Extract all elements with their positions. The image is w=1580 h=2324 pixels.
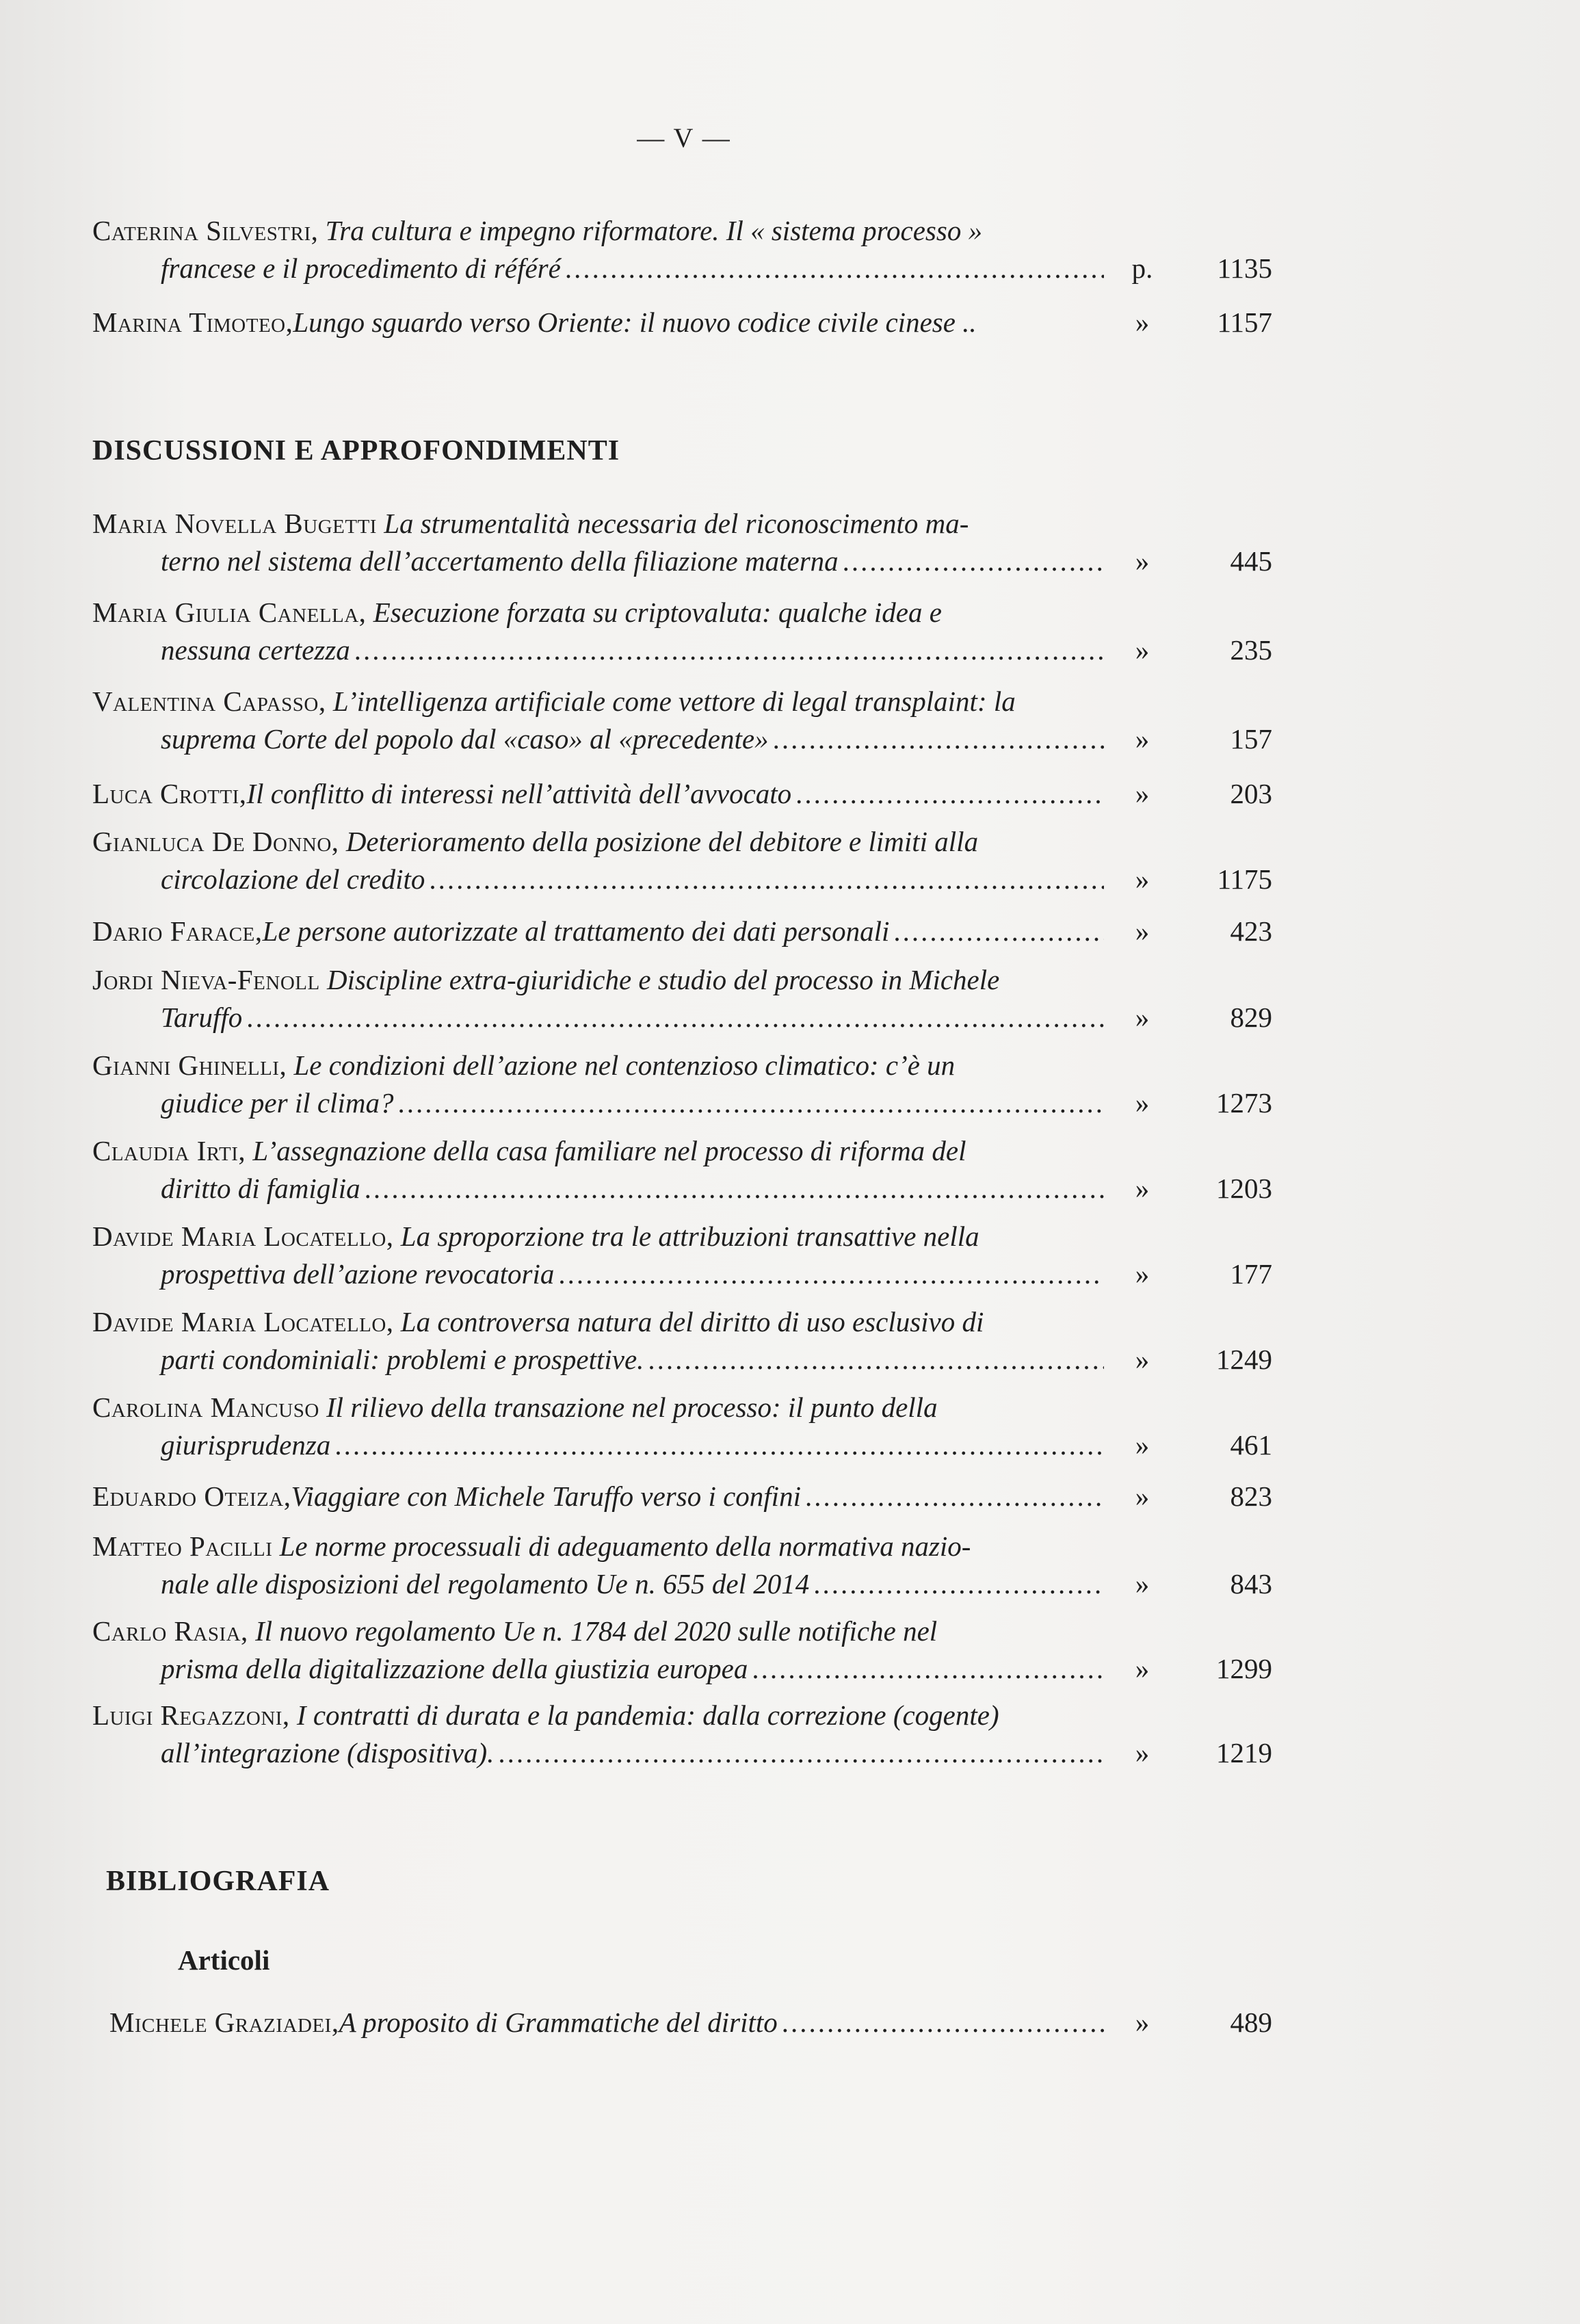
entry-title: Le norme processuali di adeguamento della normativa nazio-	[272, 1530, 971, 1562]
entry-title: Viaggiare con Michele Taruffo verso i confini	[291, 1480, 801, 1512]
toc-entry	[92, 1528, 1272, 1603]
entry-title: L’assegnazione della casa familiare nel processo di riforma del	[246, 1135, 966, 1166]
toc-entry	[92, 775, 1272, 813]
leader-dots	[397, 1084, 1104, 1122]
entry-page: 203	[1230, 778, 1272, 809]
entry-title-continued: suprema Corte del popolo dal «caso» al «precedente»	[161, 723, 769, 755]
toc-entry	[92, 961, 1272, 1036]
entry-title: A proposito di Grammatiche del diritto	[339, 2007, 778, 2038]
entry-author: Maria Giulia Canella,	[92, 597, 367, 628]
entry-title-continued: giudice per il clima?	[161, 1087, 394, 1119]
toc-entry	[92, 1132, 1272, 1207]
entry-title: Il rilievo della transazione nel processo: il punto della	[319, 1392, 938, 1423]
entry-title: L’intelligenza artificiale come vettore di legal transplaint: la	[326, 686, 1016, 717]
entry-page: 1299	[1216, 1653, 1272, 1684]
entry-author: Gianluca De Donno,	[92, 826, 339, 857]
entry-title: Esecuzione forzata su criptovaluta: qualche idea e	[366, 597, 942, 628]
page-marker: »	[1135, 1480, 1150, 1512]
entry-page: 235	[1230, 634, 1272, 666]
page-marker: »	[1135, 1258, 1150, 1290]
leader-dots	[843, 543, 1104, 580]
entry-page: 461	[1230, 1429, 1272, 1461]
entry-title-continued: circolazione del credito	[161, 863, 425, 895]
entry-title-continued: Taruffo	[161, 1002, 243, 1033]
leader-dots	[782, 2004, 1104, 2041]
page-marker: »	[1135, 863, 1150, 895]
entry-author: Eduardo Oteiza,	[92, 1480, 291, 1512]
entry-page: 1203	[1216, 1173, 1272, 1204]
entry-title-continued: terno nel sistema dell’accertamento della filiazione materna	[161, 545, 839, 577]
page-marker: »	[1135, 2007, 1150, 2038]
leader-dots	[893, 913, 1104, 950]
page-marker: »	[1135, 1653, 1150, 1684]
entry-page: 1157	[1217, 306, 1272, 338]
entry-title-continued: prospettiva dell’azione revocatoria	[161, 1258, 555, 1290]
page-marker: »	[1135, 1568, 1150, 1600]
entry-page: 489	[1230, 2007, 1272, 2038]
entry-page: 423	[1230, 915, 1272, 947]
toc-entry	[92, 1218, 1272, 1293]
entry-title-continued: diritto di famiglia	[161, 1173, 360, 1204]
toc-entry	[92, 1047, 1272, 1122]
leader-dots	[805, 1478, 1104, 1515]
entry-page: 1135	[1217, 252, 1272, 284]
toc-entry	[92, 1613, 1272, 1688]
toc-entry	[92, 913, 1272, 950]
page-number: — V —	[637, 122, 731, 153]
section-heading-discussioni: DISCUSSIONI E APPROFONDIMENTI	[92, 435, 620, 467]
entry-title: Le condizioni dell’azione nel contenzioso climatico: c’è un	[287, 1049, 956, 1081]
page-marker: »	[1135, 915, 1150, 947]
entry-page: 445	[1230, 545, 1272, 577]
page-marker: »	[1135, 1087, 1150, 1119]
entry-title-continued: all’integrazione (dispositiva).	[161, 1737, 495, 1768]
entry-author: Jordi Nieva-Fenoll	[92, 964, 320, 995]
leader-dots	[429, 861, 1104, 898]
entry-author: Gianni Ghinelli,	[92, 1049, 287, 1081]
toc-entry	[92, 212, 1272, 287]
entry-author: Luca Crotti,	[92, 778, 247, 809]
entry-page: 157	[1230, 723, 1272, 755]
toc-entry	[92, 1389, 1272, 1464]
entry-page: 177	[1230, 1258, 1272, 1290]
entry-title: La sproporzione tra le attribuzioni transattive nella	[393, 1220, 979, 1252]
leader-dots	[565, 250, 1104, 287]
toc-entry	[109, 2004, 1272, 2041]
entry-author: Valentina Capasso,	[92, 686, 326, 717]
entry-title-continued: nessuna certezza	[161, 634, 350, 666]
page-marker: »	[1135, 1173, 1150, 1204]
entry-page: 1219	[1216, 1737, 1272, 1768]
entry-author: Claudia Irti,	[92, 1135, 246, 1166]
entry-title: Deterioramento della posizione del debitore e limiti alla	[339, 826, 979, 857]
leader-dots	[334, 1426, 1104, 1464]
leader-dots	[558, 1255, 1104, 1293]
entry-page: 843	[1230, 1568, 1272, 1600]
entry-title: La strumentalità necessaria del riconoscimento ma-	[376, 508, 969, 539]
entry-title: I contratti di durata e la pandemia: dalla correzione (cogente)	[289, 1699, 999, 1731]
entry-page: 1175	[1217, 863, 1272, 895]
leader-dots	[498, 1734, 1104, 1772]
entry-author: Carlo Rasia,	[92, 1615, 248, 1647]
entry-page: 823	[1230, 1480, 1272, 1512]
page-marker: »	[1135, 778, 1150, 809]
entry-author: Matteo Pacilli	[92, 1530, 273, 1562]
leader-dots	[354, 631, 1104, 669]
entry-title: La controversa natura del diritto di uso esclusivo di	[393, 1306, 984, 1337]
entry-author: Davide Maria Locatello,	[92, 1306, 394, 1337]
page-marker: »	[1135, 1737, 1150, 1768]
entry-author: Caterina Silvestri,	[92, 215, 319, 246]
page-marker: p.	[1131, 252, 1153, 284]
toc-entry	[92, 1303, 1272, 1379]
entry-title-continued: francese e il procedimento di référé	[161, 252, 561, 284]
entry-title-continued: parti condominiali: problemi e prospettive.	[161, 1344, 644, 1375]
entry-author: Carolina Mancuso	[92, 1392, 319, 1423]
subsection-heading-articoli: Articoli	[178, 1944, 270, 1976]
entry-title: Tra cultura e impegno riformatore. Il « sistema processo »	[318, 215, 983, 246]
page-marker: »	[1135, 306, 1150, 338]
entry-author: Marina Timoteo,	[92, 306, 293, 338]
page-marker: »	[1135, 1344, 1150, 1375]
entry-author: Davide Maria Locatello,	[92, 1220, 394, 1252]
leader-dots	[795, 775, 1104, 813]
page-marker: »	[1135, 545, 1150, 577]
entry-author: Luigi Regazzoni,	[92, 1699, 290, 1731]
entry-title: Le persone autorizzate al trattamento dei dati personali	[262, 915, 890, 947]
entry-title: Il nuovo regolamento Ue n. 1784 del 2020 sulle notifiche nel	[248, 1615, 938, 1647]
toc-entry	[92, 683, 1272, 758]
toc-entry	[92, 594, 1272, 669]
page-marker: »	[1135, 634, 1150, 666]
leader-dots	[773, 720, 1104, 758]
leader-dots	[365, 1170, 1104, 1207]
leader-dots	[752, 1650, 1104, 1688]
page-marker: »	[1135, 723, 1150, 755]
page-marker: »	[1135, 1429, 1150, 1461]
entry-page: 829	[1230, 1002, 1272, 1033]
page-marker: »	[1135, 1002, 1150, 1033]
entry-title-continued: prisma della digitalizzazione della giustizia europea	[161, 1653, 748, 1684]
toc-entry	[92, 1478, 1272, 1515]
entry-author: Dario Farace,	[92, 915, 263, 947]
toc-entry	[92, 1697, 1272, 1772]
entry-author: Michele Graziadei,	[109, 2007, 339, 2038]
entry-title: Discipline extra-giuridiche e studio del processo in Michele	[319, 964, 1000, 995]
leader-dots	[813, 1565, 1104, 1603]
toc-entry	[92, 823, 1272, 898]
toc-entry	[92, 304, 1272, 341]
entry-title-continued: nale alle disposizioni del regolamento Ue n. 655 del 2014	[161, 1568, 810, 1600]
leader-dots	[246, 999, 1104, 1036]
entry-title: Lungo sguardo verso Oriente: il nuovo codice civile cinese ..	[293, 306, 977, 338]
entry-title: Il conflitto di interessi nell’attività dell’avvocato	[246, 778, 792, 809]
entry-author: Maria Novella Bugetti	[92, 508, 377, 539]
entry-page: 1249	[1216, 1344, 1272, 1375]
entry-page: 1273	[1216, 1087, 1272, 1119]
entry-title-continued: giurisprudenza	[161, 1429, 331, 1461]
leader-dots	[648, 1341, 1104, 1379]
toc-entry	[92, 505, 1272, 580]
section-heading-bibliografia: BIBLIOGRAFIA	[106, 1866, 330, 1897]
